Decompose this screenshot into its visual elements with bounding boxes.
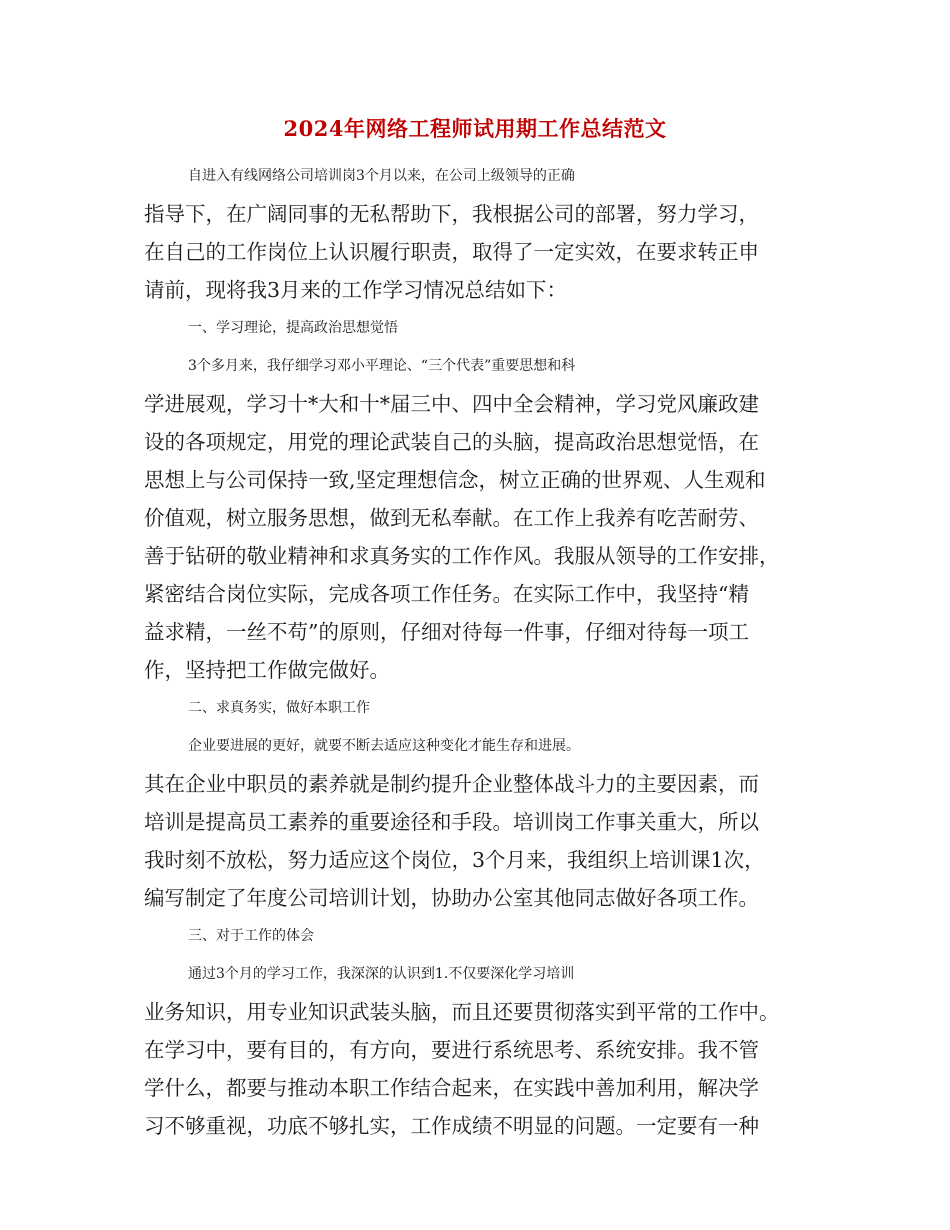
paragraph-line: 编写制定了年度公司培训计划，协助办公室其他同志做好各项工作。 — [144, 886, 759, 910]
paragraph-line: 设的各项规定，用党的理论武装自己的头脑，提高政治思想觉悟，在 — [144, 430, 759, 454]
paragraph-line: 3个多月来，我仔细学习邓小平理论、“三个代表”重要思想和科 — [188, 358, 576, 374]
section-heading-2: 二、求真务实，做好本职工作 — [188, 700, 370, 716]
section-heading-1: 一、学习理论，提高政治思想觉悟 — [188, 320, 398, 336]
document-title: 2024年网络工程师试用期工作总结范文 — [283, 116, 667, 141]
paragraph-line: 企业要进展的更好，就要不断去适应这种变化才能生存和进展。 — [188, 738, 580, 754]
paragraph-line: 学进展观，学习十*大和十*届三中、四中全会精神，学习党风廉政建 — [144, 392, 759, 416]
paragraph-line: 在自己的工作岗位上认识履行职责，取得了一定实效，在要求转正申 — [144, 240, 759, 264]
paragraph-line: 请前，现将我3月来的工作学习情况总结如下： — [144, 278, 568, 302]
paragraph-line: 益求精，一丝不苟”的原则，仔细对待每一件事，仔细对待每一项工 — [144, 620, 749, 644]
paragraph-line: 紧密结合岗位实际，完成各项工作任务。在实际工作中，我坚持“精 — [144, 582, 749, 606]
paragraph-line: 通过3个月的学习工作，我深深的认识到1.不仅要深化学习培训 — [188, 966, 575, 982]
paragraph-line: 价值观，树立服务思想，做到无私奉献。在工作上我养有吃苦耐劳、 — [144, 506, 759, 530]
paragraph-line: 培训是提高员工素养的重要途径和手段。培训岗工作事关重大，所以 — [144, 810, 759, 834]
paragraph-line: 作，坚持把工作做完做好。 — [144, 658, 390, 682]
paragraph-line: 其在企业中职员的素养就是制约提升企业整体战斗力的主要因素，而 — [144, 772, 759, 796]
paragraph-line: 自进入有线网络公司培训岗3个月以来，在公司上级领导的正确 — [188, 168, 575, 184]
paragraph-line: 思想上与公司保持一致,坚定理想信念，树立正确的世界观、人生观和 — [144, 468, 766, 492]
paragraph-line: 善于钻研的敬业精神和求真务实的工作作风。我服从领导的工作安排， — [144, 544, 780, 568]
paragraph-line: 习不够重视，功底不够扎实，工作成绩不明显的问题。一定要有一种 — [144, 1114, 759, 1138]
paragraph-line: 指导下，在广阔同事的无私帮助下，我根据公司的部署，努力学习， — [144, 202, 759, 226]
section-heading-3: 三、对于工作的体会 — [188, 928, 314, 944]
paragraph-line: 我时刻不放松，努力适应这个岗位，3个月来，我组织上培训课1次， — [144, 848, 765, 872]
paragraph-line: 在学习中，要有目的，有方向，要进行系统思考、系统安排。我不管 — [144, 1038, 759, 1062]
paragraph-line: 业务知识，用专业知识武装头脑，而且还要贯彻落实到平常的工作中。 — [144, 1000, 780, 1024]
paragraph-line: 学什么，都要与推动本职工作结合起来，在实践中善加利用，解决学 — [144, 1076, 759, 1100]
